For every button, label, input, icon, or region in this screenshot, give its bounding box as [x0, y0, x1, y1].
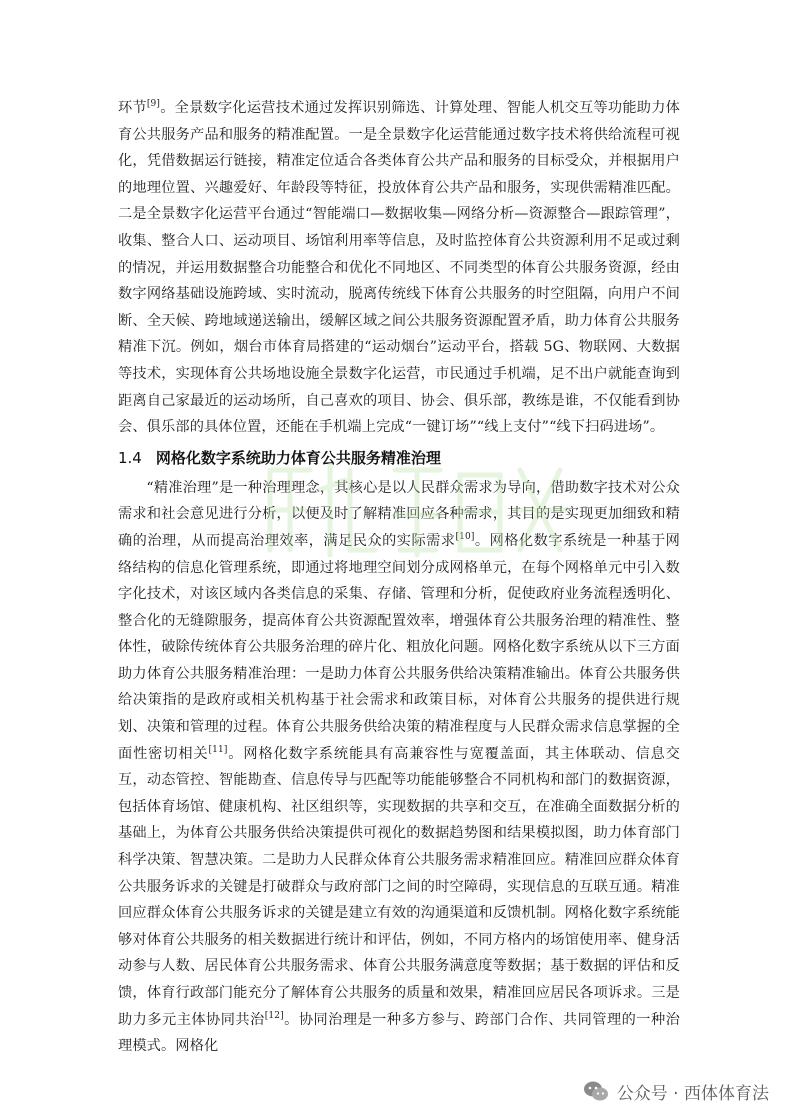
section-number: 1.4 [118, 448, 142, 467]
paragraph-text: 环节 [118, 100, 147, 116]
footer-brand-text: 公众号 · 西体体育法 [616, 1083, 769, 1104]
paragraph-text: 。网格化数字系统是一种基于网络结构的信息化管理系统，即通过将地理空间划分成网格单元，在每个网格单元中引入数字化技术，对该区域内各类信息的采集、存储、管理和分析，促使政府业务流程透明化、整合化的无缝隙服务，提高体育公共资源配置效率，增强体育公共服务治理的精准性、整体性，破除传统体育公共服务治理的碎片化、粗放化问题。网格化数字系统从以下三方面助力体育公共服务精准治理：一是助力体育公共服务供给决策精准输出。体育公共服务供给决策指的是政府或相关机构基于社会需求和政策目标，对体育公共服务的提供进行规划、决策和管理的过程。体育公共服务供给决策的精准程度与人民群众需求信息掌握的全面性密切相关 [118, 532, 681, 762]
citation-ref[interactable]: [9] [146, 99, 161, 109]
body-paragraph-1 [118, 95, 680, 441]
section-heading [118, 441, 680, 475]
footer-brand[interactable] [583, 1074, 769, 1108]
citation-ref[interactable]: [10] [455, 531, 475, 542]
paragraph-text: 。网格化数字系统能具有高兼容性与宽覆盖面，其主体联动、信息交互，动态管控、智能勘查、信息传导与匹配等功能能够整合不同机构和部门的数据资源，包括体育场馆、健康机构、社区组织等，实现数据的共享和交互，在准确全面数据分析的基础上，为体育公共服务供给决策提供可视化的数据趋势图和结果模拟图，助力体育部门科学决策、智慧决策。二是助力人民群众体育公共服务需求精准回应。精准回应群众体育公共服务诉求的关键是打破群众与政府部门之间的时空障碍，实现信息的互联互通。精准回应群众体育公共服务诉求的关键是建立有效的沟通渠道和反馈机制。网格化数字系统能够对体育公共服务的相关数据进行统计和评估，例如，不同方格内的场馆使用率、健身活动参与人数、居民体育公共服务需求、体育公共服务满意度等数据；基于数据的评估和反馈，体育行政部门能充分了解体育公共服务的质量和效果，精准回应居民各项诉求。三是助力多元主体协同共治 [118, 745, 680, 1028]
citation-ref[interactable]: [12] [264, 1010, 284, 1021]
document-page [118, 95, 680, 1060]
paragraph-text: “精准治理”是一种治理理念，其核心是以人民群众需求为导向，借助数字技术对公众需求和社会意见进行分析，以便及时了解精准回应各种需求，其目的是实现更加细致和精确的治理，从而提高治理效率，满足民众的实际需求 [118, 479, 680, 549]
paragraph-text: 。全景数字化运营技术通过发挥识别筛选、计算处理、智能人机交互等功能助力体育公共服务产品和服务的精准配置。一是全景数字化运营能通过数字技术将供给流程可视化，凭借数据运行链接，精准定位适合各类体育公共产品和服务的目标受众，并根据用户的地理位置、兴趣爱好、年龄段等特征，投放体育公共产品和服务，实现供需精准匹配。二是全景数字化运营平台通过“智能端口—数据收集—网络分析—资源整合—跟踪管理”，收集、整合人口、运动项目、场馆利用率等信息，及时监控体育公共资源利用不足或过剩的情况，并运用数据整合功能整合和优化不同地区、不同类型的体育公共服务资源，经由数字网络基础设施跨域、实时流动，脱离传统线下体育公共服务的时空阻隔，向用户不间断、全天候、跨地域递送输出，缓解区域之间公共服务资源配置矛盾，助力体育公共服务精准下沉。例如，烟台市体育局搭建的“运动烟台”运动平台，搭载 5G、物联网、大数据等技术，实现体育公共场地设施全景数字化运营，市民通过手机端，足不出户就能查询到距离自己家最近的运动场所，自己喜欢的项目、协会、俱乐部，教练是谁，不仅能看到协会、俱乐部的具体位置，还能在手机端上完成“一键订场”“线上支付”“线下扫码进场”。 [118, 100, 680, 436]
wechat-icon [583, 1080, 609, 1102]
paragraph-text: 。协同治理是一种多方参与、跨部门合作、共同管理的一种治理模式。网格化 [118, 1011, 680, 1055]
body-paragraph-2 [118, 475, 680, 1060]
section-title: 网格化数字系统助力体育公共服务精准治理 [155, 448, 441, 467]
citation-ref[interactable]: [11] [208, 744, 228, 755]
